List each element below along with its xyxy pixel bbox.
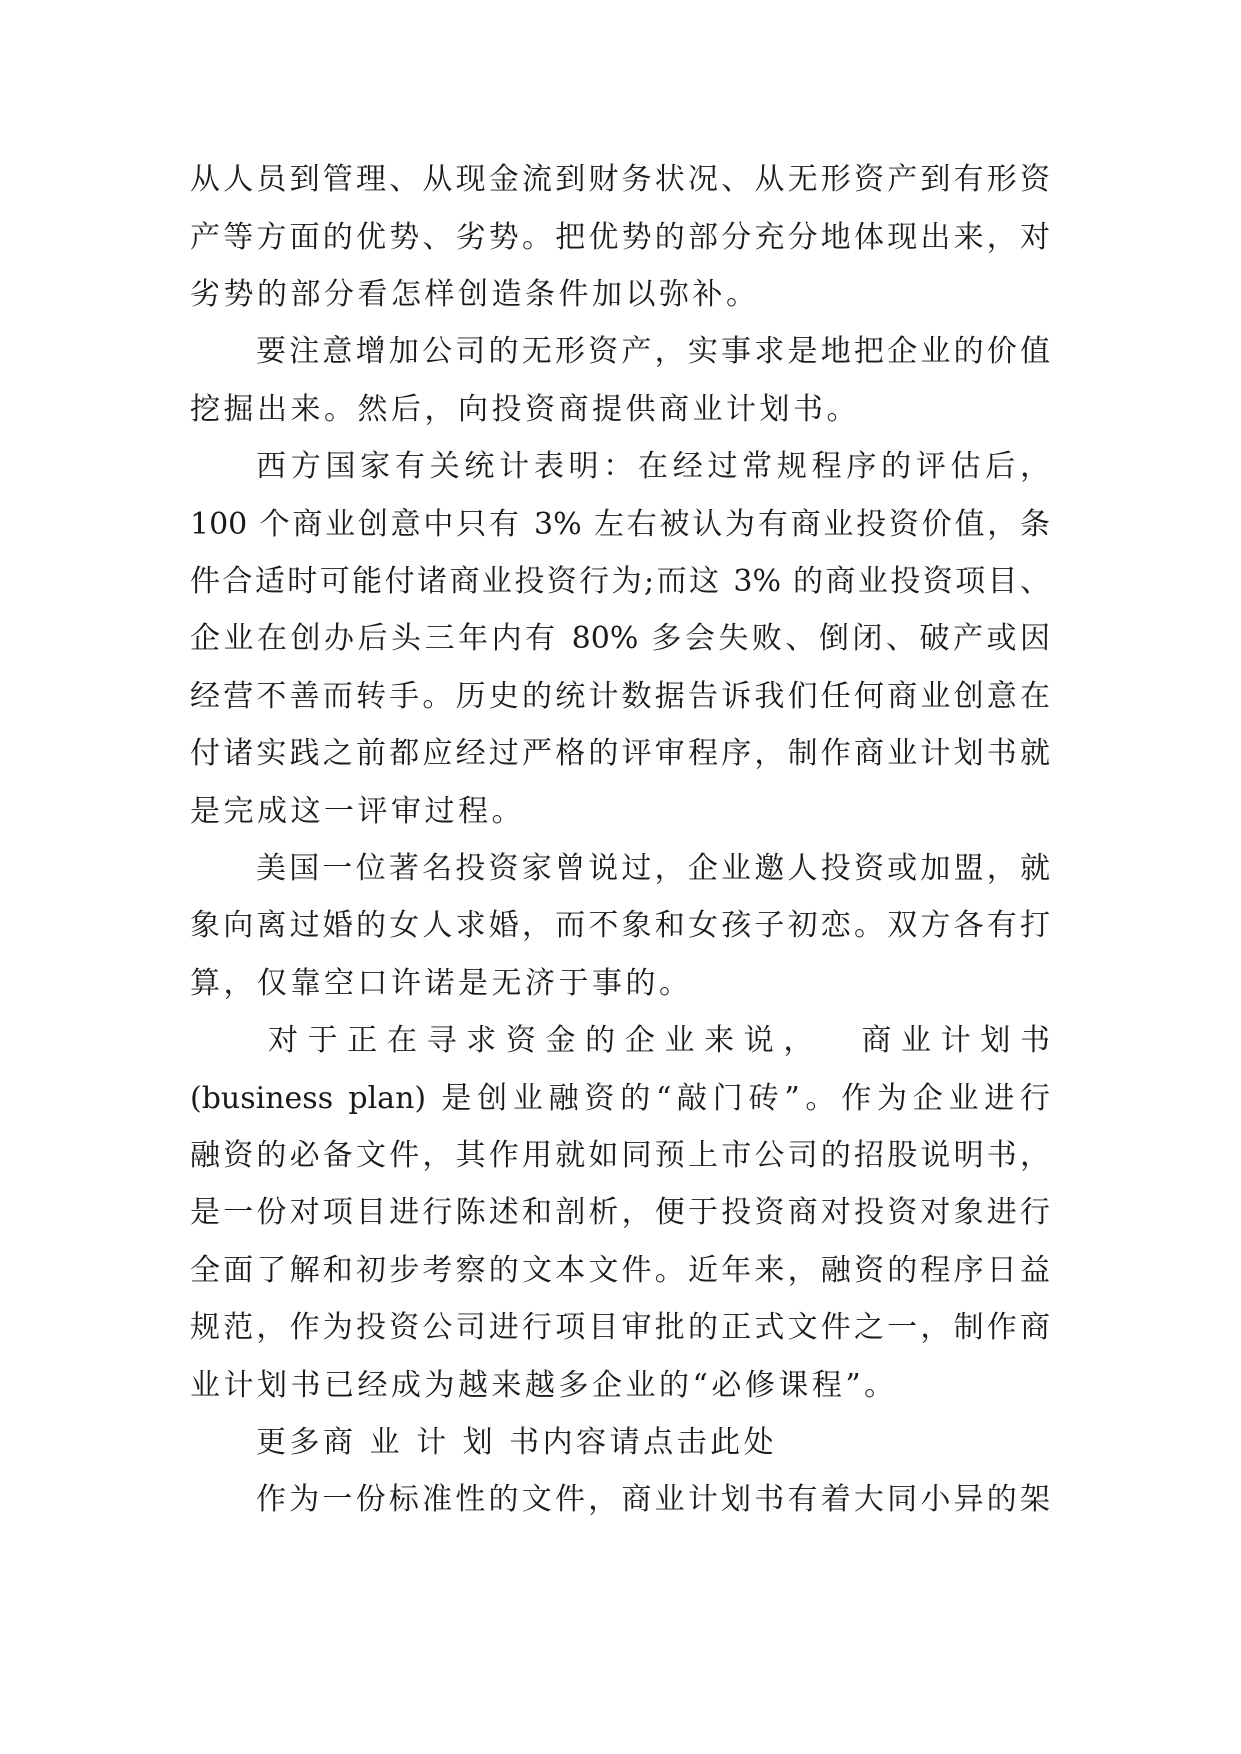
paragraph-2-line-1: 要注意增加公司的无形资产，实事求是地把企业的价值 [256,334,1050,369]
paragraph-1-line-1: 从人员到管理、从现金流到财务状况、从无形资产到有形资 [190,162,1050,197]
paragraph-3-line-3: 件合适时可能付诸商业投资行为;而这 3% 的商业投资项目、 [190,564,1050,599]
paragraph-2-line-2: 挖掘出来。然后，向投资商提供商业计划书。 [190,392,860,427]
paragraph-5-line-5: 全面了解和初步考察的文本文件。近年来，融资的程序日益 [190,1253,1050,1288]
paragraph-5-line-1: 对于正在寻求资金的企业来说， 商业计划书 [268,1023,1050,1058]
paragraph-3-line-1: 西方国家有关统计表明：在经过常规程序的评估后， [256,449,1050,484]
paragraph-5-line-6: 规范，作为投资公司进行项目审批的正式文件之一，制作商 [190,1310,1050,1345]
paragraph-7-line-1: 作为一份标准性的文件，商业计划书有着大同小异的架 [256,1482,1050,1517]
more-content-link[interactable]: 更多商 业 计 划 书内容请点击此处 [256,1425,778,1460]
paragraph-3-line-2: 100 个商业创意中只有 3% 左右被认为有商业投资价值，条 [190,507,1050,542]
paragraph-5-line-7: 业计划书已经成为越来越多企业的“必修课程”。 [190,1368,898,1403]
paragraph-1-line-3: 劣势的部分看怎样创造条件加以弥补。 [190,277,760,312]
paragraph-5-line-3: 融资的必备文件，其作用就如同预上市公司的招股说明书， [190,1138,1050,1173]
paragraph-5-line-2: (business plan) 是创业融资的“敲门砖”。作为企业进行 [190,1081,1050,1116]
paragraph-4-line-2: 象向离过婚的女人求婚，而不象和女孩子初恋。双方各有打 [190,908,1050,943]
paragraph-3-line-6: 付诸实践之前都应经过严格的评审程序，制作商业计划书就 [190,736,1050,771]
paragraph-3-line-4: 企业在创办后头三年内有 80% 多会失败、倒闭、破产或因 [190,621,1050,656]
paragraph-4-line-3: 算，仅靠空口许诺是无济于事的。 [190,966,693,1001]
paragraph-3-line-7: 是完成这一评审过程。 [190,794,525,829]
paragraph-1-line-2: 产等方面的优势、劣势。把优势的部分充分地体现出来，对 [190,220,1050,255]
paragraph-3-line-5: 经营不善而转手。历史的统计数据告诉我们任何商业创意在 [190,679,1050,714]
paragraph-5-line-4: 是一份对项目进行陈述和剖析，便于投资商对投资对象进行 [190,1195,1050,1230]
paragraph-4-line-1: 美国一位著名投资家曾说过，企业邀人投资或加盟，就 [256,851,1050,886]
